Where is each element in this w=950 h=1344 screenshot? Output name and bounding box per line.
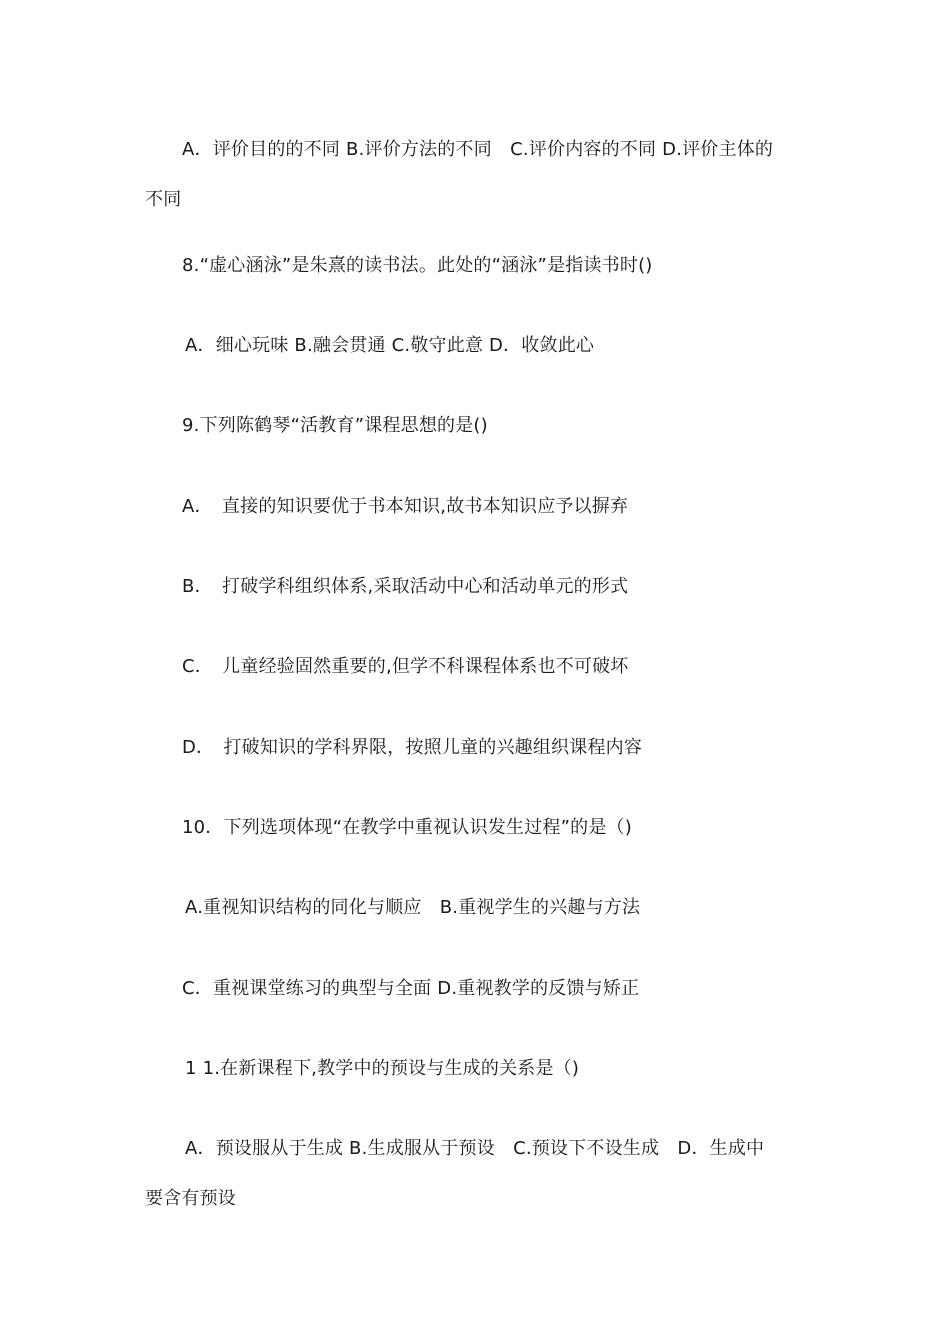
q9-option-a: A． 直接的知识要优于书本知识,故书本知识应予以摒弃: [182, 496, 629, 517]
q7-options-line-1: A．评价目的的不同 B.评价方法的不同 C.评价内容的不同 D.评价主体的: [182, 139, 774, 160]
q9-option-c: C． 儿童经验固然重要的,但学不科课程体系也不可破坏: [182, 656, 629, 677]
q11-options-line-2: 要含有预设: [145, 1188, 236, 1209]
q9-option-d: D． 打破知识的学科界限，按照儿童的兴趣组织课程内容: [182, 737, 643, 758]
q9-option-b: B． 打破学科组织体系,采取活动中心和活动单元的形式: [182, 576, 629, 597]
question-8: 8.“虚心涵泳”是朱熹的读书法。此处的“涵泳”是指读书时(): [182, 255, 653, 276]
question-11: 1 1.在新课程下,教学中的预设与生成的关系是（): [185, 1058, 580, 1079]
q11-options-line-1: A．预设服从于生成 B.生成服从于预设 C.预设下不设生成 D．生成中: [185, 1138, 765, 1159]
question-9: 9.下列陈鹤琴“活教育”课程思想的是(): [182, 415, 488, 436]
q10-options-line-2: C．重视课堂练习的典型与全面 D.重视教学的反馈与矫正: [182, 978, 640, 999]
q7-options-line-2: 不同: [145, 189, 182, 210]
q8-options: A．细心玩味 B.融会贯通 C.敬守此意 D．收敛此心: [185, 335, 595, 356]
q10-options-line-1: A.重视知识结构的同化与顺应 B.重视学生的兴趣与方法: [185, 897, 641, 918]
question-10: 10．下列选项体现“在教学中重视认识发生过程”的是（): [182, 817, 632, 838]
